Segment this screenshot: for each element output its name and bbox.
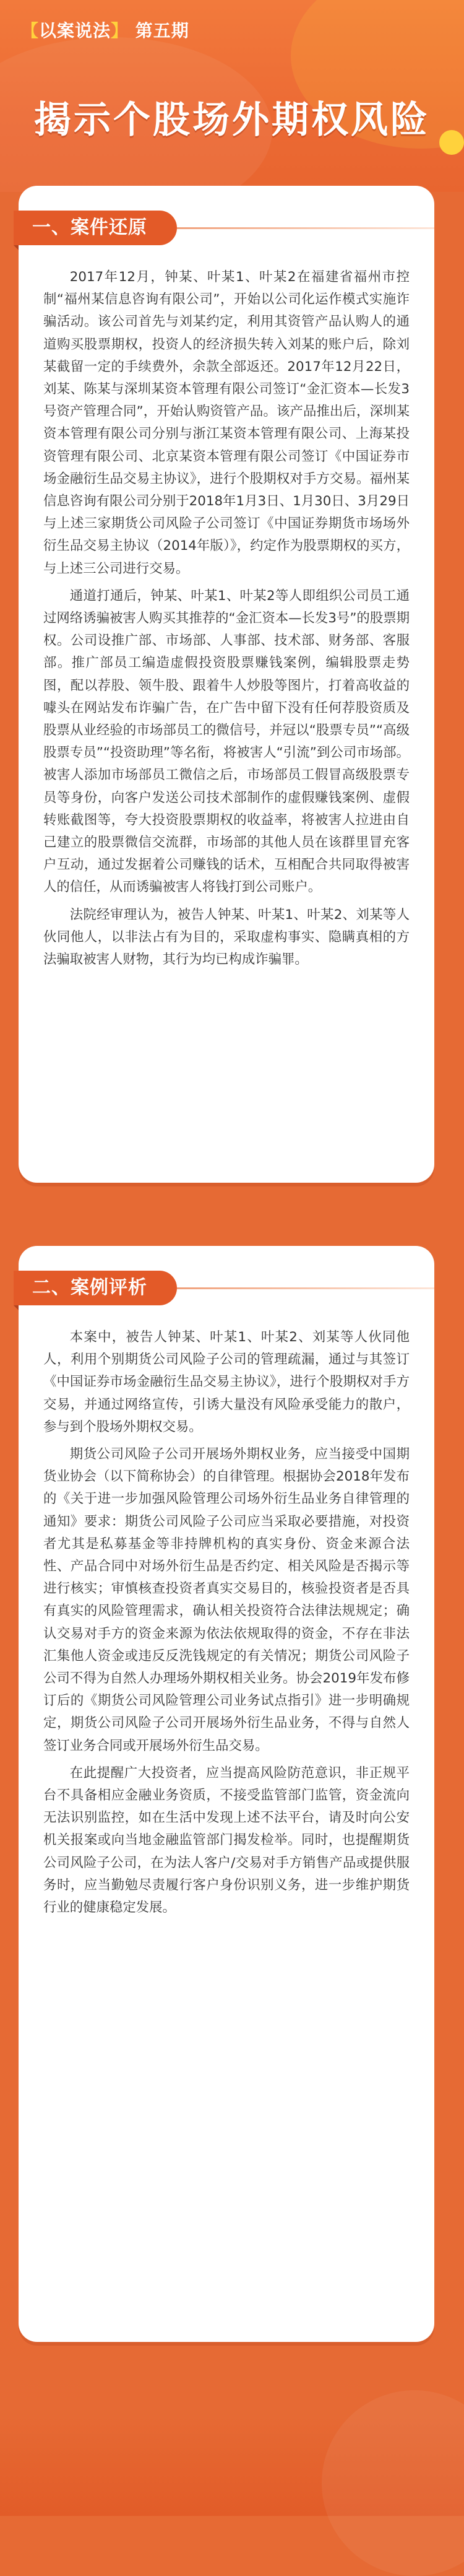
paragraph: 本案中，被告人钟某、叶某1、叶某2、刘某等人伙同他人，利用个别期货公司风险子公司的管理疏漏，通过与其签订《中国证券市场金融衍生品交易主协议》，进行个股期权对手方交易，并通过网络宣传，引诱大量没有风险承受能力的散户，参与到个股场外期权交易。 [43, 1329, 410, 1435]
heading-divider [177, 1287, 434, 1289]
paragraph: 通道打通后，钟某、叶某1、叶某2等人即组织公司员工通过网络诱骗被害人购买其推荐的“金汇资本—长发3号”的股票期权。公司设推广部、市场部、人事部、技术部、财务部、客服部。推广部员工编造虚假投资股票赚钱案例，编辑股票走势图，配以荐股、领牛股、跟着牛人炒股等图片，打着高收益的噱头在网站发布诈骗广告，在广告中留下没有任何荐股资质及股票从业经验的市场部员工的微信号，并冠以“股票专员”“高级股票专员”“投资助理”等名衔，将被害人“引流”到公司市场部。被害人添加市场部员工微信之后，市场部员工假冒高级股票专员等身份，向客户发送公司技术部制作的虚假赚钱案例、虚假转账截图等，夸大投资股票期权的收益率，将被害人拉进由自己建立的股票微信交流群，市场部的其他人员在该群里冒充客户互动，通过发据着公司赚钱的话术，互相配合共同取得被害人的信任，从而诱骗被害人将钱打到公司账户。 [43, 588, 410, 895]
section-body [43, 266, 410, 976]
paragraph: 在此提醒广大投资者，应当提高风险防范意识，非正规平台不具备相应金融业务资质，不接受监管部门监管，资金流向无法识别监控，如在生活中发现上述不法平台，请及时向公安机关报案或向当地金融监管部门揭发检举。同时，也提醒期货公司风险子公司，在为法人客户/交易对手方销售产品或提供服务时，应当勤勉尽责履行客户身份识别义务，进一步维护期货行业的健康稳定发展。 [43, 1765, 410, 1916]
heading-divider [177, 227, 434, 229]
page-title: 揭示个股场外期权风险 [34, 98, 430, 142]
series-name: 以案说法 [39, 20, 111, 41]
header-banner [0, 0, 464, 192]
heading-fold [14, 1305, 19, 1310]
section-heading: 二、案例评析 [14, 1271, 177, 1305]
section-body [43, 1326, 410, 1924]
issue-number: 第五期 [135, 20, 189, 41]
paragraph: 法院经审理认为，被告人钟某、叶某1、叶某2、刘某等人伙同他人，以非法占有为目的，采取虚构事实、隐瞒真相的方法骗取被害人财物，其行为均已构成诈骗罪。 [43, 907, 410, 968]
heading-fold [14, 245, 19, 250]
series-label: 【以案说法】 第五期 [21, 20, 189, 41]
paragraph: 2017年12月，钟某、叶某1、叶某2在福建省福州市控制“福州某信息咨询有限公司”，开始以公司化运作模式实施诈骗活动。该公司首先与刘某约定，利用其资管产品认购人的通道购买股票期权，投资人的经济损失转入刘某的账户后，除刘某截留一定的手续费外，余款全部返还。2017年12月22日，刘某、陈某与深圳某资本管理有限公司签订“金汇资本—长发3号资产管理合同”，开始认购资管产品。该产品推出后，深圳某资本管理有限公司分别与浙江某资本管理有限公司、上海某投资管理有限公司、北京某资本管理有限公司签订《中国证券市场金融衍生品交易主协议》，进行个股期权对手方交易。福州某信息咨询有限公司分别于2018年1月3日、1月30日、3月29日与上述三家期货公司风险子公司签订《中国证券期货市场场外衍生品交易主协议（2014年版）》，约定作为股票期权的买方，与上述三公司进行交易。 [43, 269, 410, 577]
section-card-case-restore [19, 186, 434, 1183]
paragraph: 期货公司风险子公司开展场外期权业务，应当接受中国期货业协会（以下简称协会）的自律管理。根据协会2018年发布的《关于进一步加强风险管理公司场外衍生品业务自律管理的通知》要求：期货公司风险子公司应当采取必要措施，对投资者尤其是私募基金等非持牌机构的真实身份、资金来源合法性、产品合同中对场外衍生品是否约定、相关风险是否揭示等进行核实；审慎核查投资者真实交易目的，核验投资者是否具有真实的风险管理需求，确认相关投资符合法律法规规定；确认交易对手方的资金来源为依法依规取得的资金，不存在非法汇集他人资金或违反反洗钱规定的有关情况；期货公司风险子公司不得为自然人办理场外期权相关业务。协会2019年发布修订后的《期货公司风险管理公司业务试点指引》进一步明确规定，期货公司风险子公司开展场外衍生品业务，不得与自然人签订业务合同或开展场外衍生品交易。 [43, 1447, 410, 1754]
section-card-case-analysis [19, 1246, 434, 2342]
section-heading: 一、案件还原 [14, 211, 177, 245]
